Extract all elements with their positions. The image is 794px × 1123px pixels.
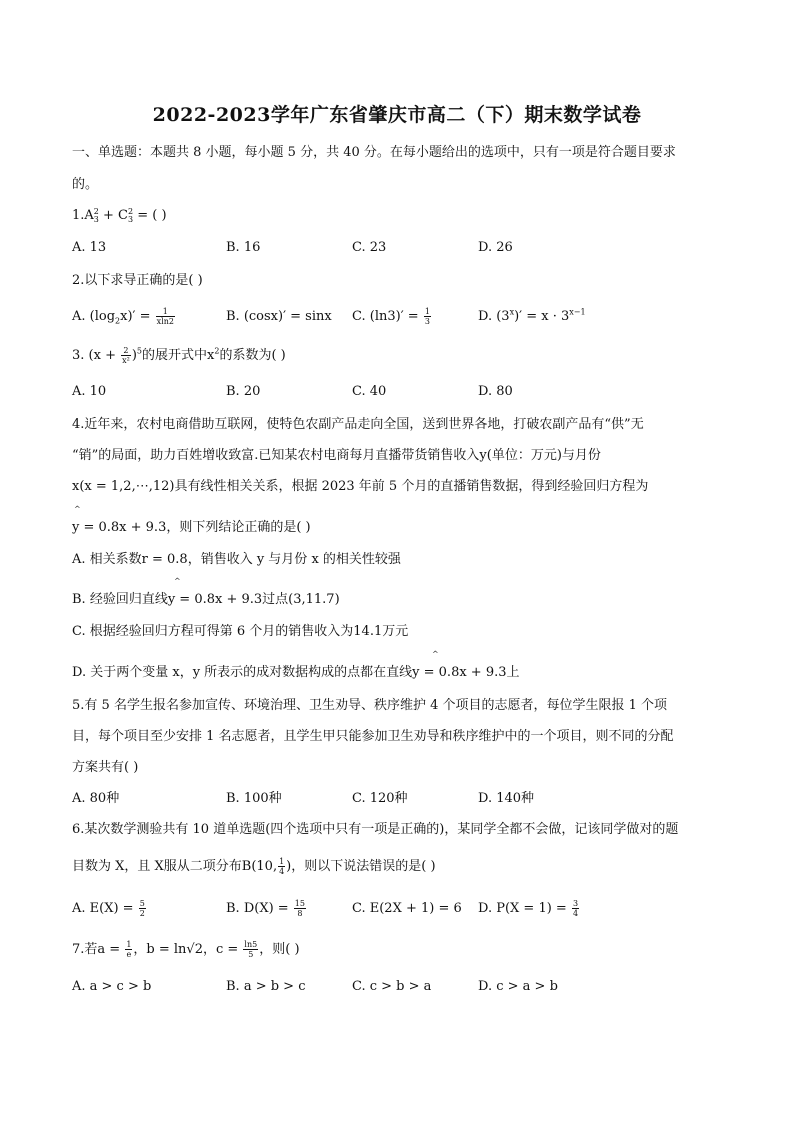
section-heading: 一、单选题：本题共 8 小题，每小题 5 分，共 40 分。在每小题给出的选项中，只有一项是符合题目要求 bbox=[72, 145, 676, 160]
question-4-line-3: x(x = 1,2,⋯,12)具有线性相关关系，根据 2023 年前 5 个月的直播销售数据，得到经验回归方程为 bbox=[72, 479, 649, 494]
section-heading-cont: 的。 bbox=[72, 177, 99, 192]
question-3: 3. (x + $\frac{2}{\text{x²}}$ )$^5$的展开式中$x^2$的系数为( ) bbox=[72, 346, 286, 365]
q7-option-b: B. a > b > c bbox=[226, 979, 306, 994]
q6-option-d: D. P(X = 1) = $\frac{3}{4}$ bbox=[478, 899, 579, 918]
question-4-line-4: y = 0.8x + 9.3，则下列结论正确的是( ) bbox=[72, 520, 311, 535]
q3-option-a: A. 10 bbox=[72, 384, 107, 399]
question-5-line-2: 目，每个项目至少安排 1 名志愿者，且学生甲只能参加卫生劝导和秩序维护中的一个项目，则不同的分配 bbox=[72, 729, 674, 744]
q7-option-d: D. c > a > b bbox=[478, 979, 558, 994]
q4-option-b: B. 经验回归直线y = 0.8x + 9.3过点(3,11.7) bbox=[72, 592, 340, 607]
question-1: 1.A 2 3 + C 2 3 = ( ) bbox=[72, 206, 167, 224]
question-5-line-3: 方案共有( ) bbox=[72, 760, 139, 775]
q2-option-c: C. (ln3)′ = $\frac{1}{3}$ bbox=[352, 307, 430, 326]
hat-mark: ^ bbox=[74, 505, 81, 514]
hat-mark: ^ bbox=[432, 650, 439, 659]
q2-option-b: B. (cosx)′ = sinx bbox=[226, 309, 332, 324]
question-4-line-2: “销”的局面，助力百姓增收致富.已知某农村电商每月直播带货销售收入y(单位：万元)与月份 bbox=[72, 448, 601, 463]
q1-option-a: A. 13 bbox=[72, 240, 107, 255]
q1-option-d: D. 26 bbox=[478, 240, 513, 255]
question-6-line-1: 6.某次数学测验共有 10 道单选题(四个选项中只有一项是正确的)，某同学全都不会做，记该同学做对的题 bbox=[72, 822, 679, 837]
q5-option-b: B. 100种 bbox=[226, 791, 282, 806]
q3-option-d: D. 80 bbox=[478, 384, 513, 399]
q6-option-a: A. E(X) = $\frac{5}{2}$ bbox=[72, 899, 145, 918]
question-7: 7.若a = $\frac{1}{e}$ ，b = ln√2，c = $\frac{\ln 5}{5}$ ，则( ) bbox=[72, 940, 300, 959]
q5-option-d: D. 140种 bbox=[478, 791, 535, 806]
exam-title: 2022-2023学年广东省肇庆市高二（下）期末数学试卷 bbox=[152, 104, 642, 126]
q6-option-c: C. E(2X + 1) = 6 bbox=[352, 901, 462, 916]
q5-option-a: A. 80种 bbox=[72, 791, 120, 806]
question-4-line-1: 4.近年来，农村电商借助互联网，使特色农副产品走向全国，送到世界各地，打破农副产品有“供”无 bbox=[72, 417, 644, 432]
question-5-line-1: 5.有 5 名学生报名参加宣传、环境治理、卫生劝导、秩序维护 4 个项目的志愿者，每位学生限报 1 个项 bbox=[72, 698, 668, 713]
hat-mark: ^ bbox=[174, 577, 181, 586]
q1-option-b: B. 16 bbox=[226, 240, 261, 255]
q4-option-a: A. 相关系数r = 0.8，销售收入 y 与月份 x 的相关性较强 bbox=[72, 552, 401, 567]
q3-option-c: C. 40 bbox=[352, 384, 387, 399]
q4-option-d: D. 关于两个变量 x，y 所表示的成对数据构成的点都在直线y = 0.8x + 9.3上 bbox=[72, 665, 520, 680]
q5-option-c: C. 120种 bbox=[352, 791, 408, 806]
q2-option-a: A. $(\log_2x)'$ = $\frac{1}{xln2}$ bbox=[72, 307, 174, 326]
q1-option-c: C. 23 bbox=[352, 240, 387, 255]
q7-option-a: A. a > c > b bbox=[72, 979, 152, 994]
q2-option-d: D. $(3^x)' = x \cdot 3^{x-1}$ bbox=[478, 307, 586, 324]
q4-option-c: C. 根据经验回归方程可得第 6 个月的销售收入为14.1万元 bbox=[72, 624, 409, 639]
question-2: 2.以下求导正确的是( ) bbox=[72, 273, 203, 288]
q6-option-b: B. D(X) = $\frac{15}{8}$ bbox=[226, 899, 305, 918]
q3-option-b: B. 20 bbox=[226, 384, 261, 399]
question-6-line-2: 目数为 X，且 X服从二项分布B(10, $\frac{1}{4}$ )，则以下说法错误的是( ) bbox=[72, 857, 436, 876]
q7-option-c: C. c > b > a bbox=[352, 979, 432, 994]
